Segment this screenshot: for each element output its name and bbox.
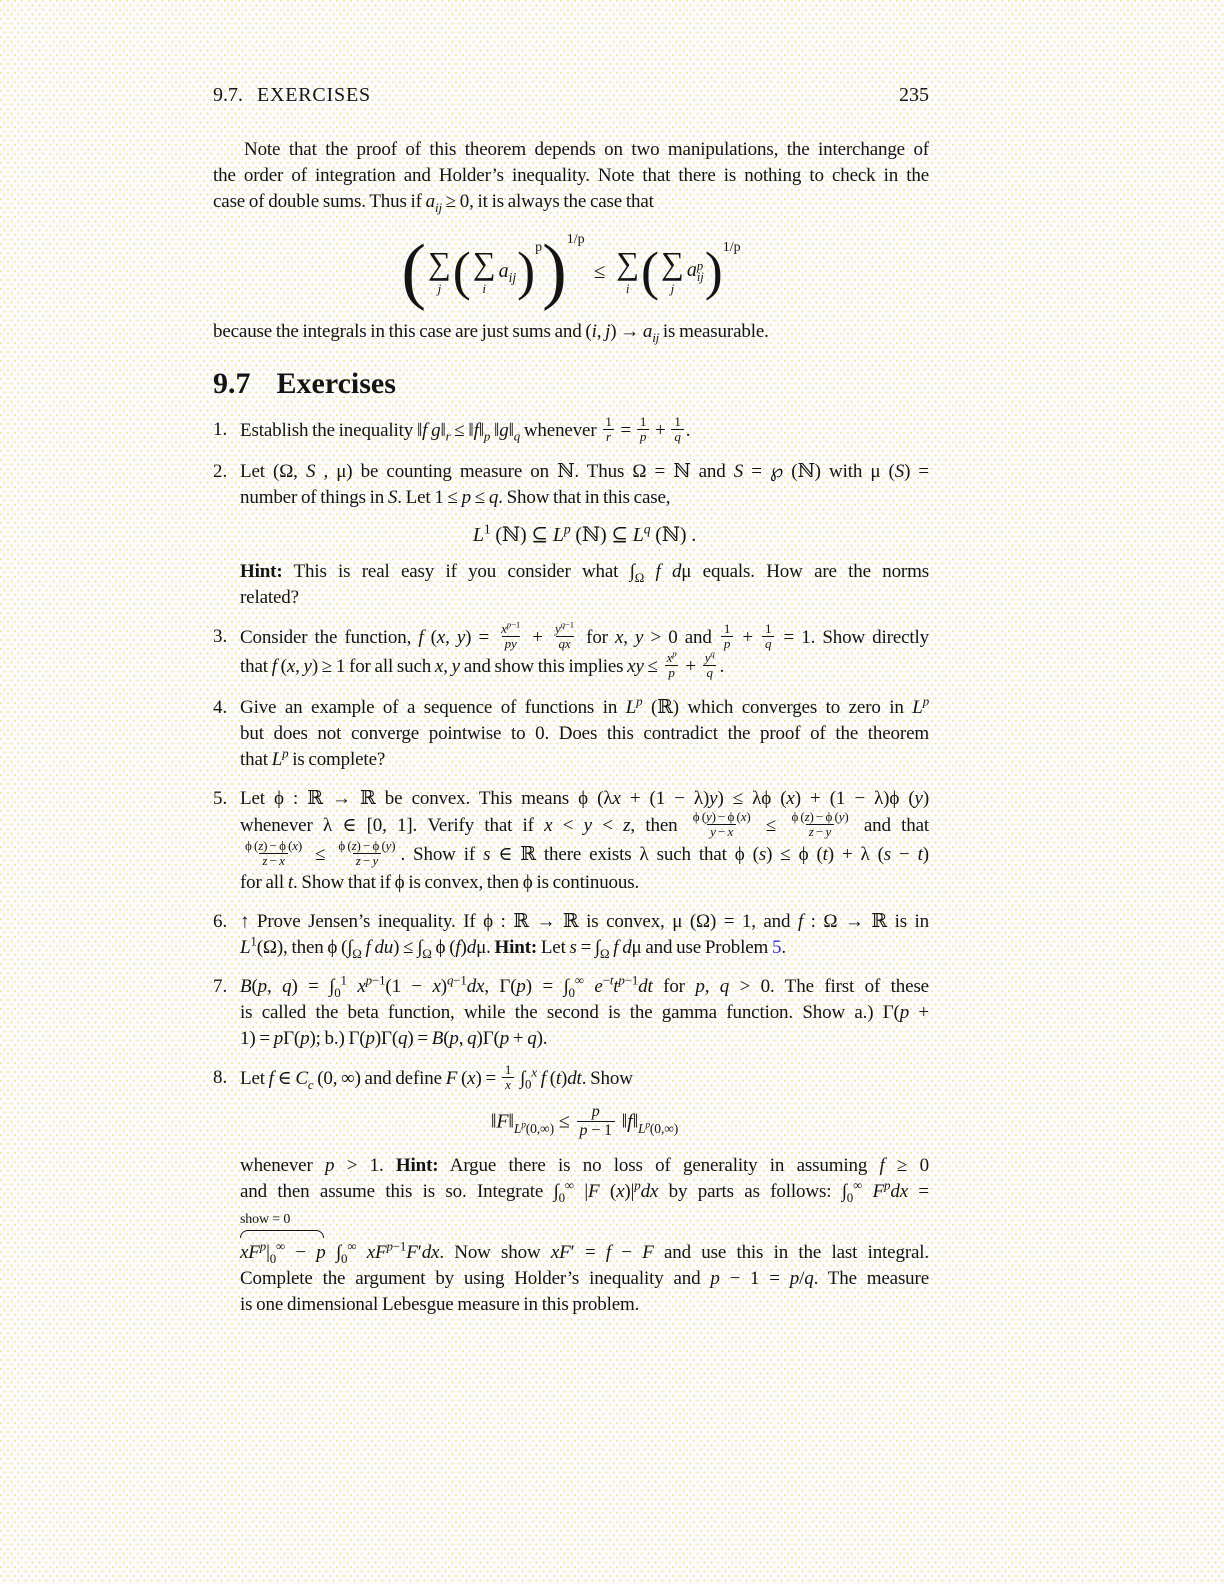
eq-paren: ) [542,229,567,312]
eq-exponent: 1/p [566,232,585,247]
exercise-line: for all t. Show that if ϕ is convex, then ϕ is continuous. [240,872,640,894]
exercise-6 [213,909,929,961]
exercise-line: Let (Ω, S , μ) be counting measure on ℕ. Thus Ω = ℕ and S = ℘ (ℕ) with μ (S) = [240,461,930,483]
exercise-2 [213,459,929,611]
overbrace-annotation [240,1213,929,1238]
exercise-body [240,695,929,773]
display-equation-inclusions: $L^1$ (ℕ) ⊆ $L^p$ (ℕ) ⊆ $L^q$ (ℕ) . [472,521,697,547]
exercise-body [240,786,929,896]
exercise-body [240,1062,930,1318]
hint-line: whenever p > 1. Hint: Argue there is no loss of generality in assuming f ≥ 0 [240,1154,930,1176]
exercise-line: number of things in S. Let 1 ≤ p ≤ q. Show that in this case, [240,487,671,509]
intro-line: the order of integration and Holder’s inequality. Note that there is nothing to check in the [213,165,929,186]
display-equation-hardy: $‖F‖_{L^p(0,\infty)}$ ≤ $\frac{p}{p - 1}$ $‖f‖_{L^p(0,\infty)}$ [490,1103,679,1139]
exercise-7 [213,974,929,1052]
section-heading-number: 9.7 [213,367,251,400]
sum-operator: ∑ i [616,245,640,296]
exercise-line: whenever λ ∈ [0, 1]. Verify that if x < y < z, then $\frac{\phi (y) - \phi (x)}{y - x}$ ≤ $\frac{\phi (z) - \phi (y)}{z - y}$ and that [240,809,930,840]
exercise-line-text: $L^1(\Omega)$, then ϕ ($\int_\Omega$ f $du) \le \int_\Omega$ ϕ (f)dμ. Hint: Let $s = \int_\Omega$ f dμ and use Problem [240,933,772,962]
section-number: 9.7. [213,84,243,106]
exercise-body [240,974,929,1052]
exercise-line: ↑ Prove Jensen’s inequality. If ϕ : ℝ → ℝ is convex, μ (Ω) = 1, and f : Ω → ℝ is in [240,911,930,933]
exercise-line: is called the beta function, while the second is the gamma function. Show a.) Γ(p + [240,1002,929,1024]
section-title: EXERCISES [257,84,371,106]
exercise-line: Consider the function, f (x, y) = $\frac{x^{p-1}}{py}$ + $\frac{y^{q-1}}{qx}$ for x, y > 0 and $\frac{1}{p}$ + $\frac{1}{q}$ = 1. Show directly [240,619,930,652]
document-page [213,0,929,1318]
page-content [213,137,929,1318]
exercise-number: 4. [213,697,228,719]
exercise-line: is one dimensional Lebesgue measure in this problem. [240,1293,640,1315]
page-number: 235 [899,84,929,106]
sum-operator: ∑ i [472,245,496,296]
running-header [213,84,929,107]
exercise-1 [213,414,929,446]
exercise-line: Complete the argument by using Holder’s inequality and p − 1 = p/q. The measure [240,1267,929,1289]
eq-paren: ( [641,240,660,301]
sum-operator: ∑ j [661,245,684,296]
exercise-line: B(p, $q) = \int_0^1$ $x^{p-1}(1 - x)^{q-1}dx$, $\Gamma(p) = \int_0^\infty$ $e^{-t}t^{p-1}dt$ for p, q > 0. The first of these [240,972,929,1001]
exercise-number: 3. [213,626,228,648]
exercise-line: but does not converge pointwise to 0. Does this contradict the proof of the theorem [240,723,929,745]
eq-exponent: p [535,240,543,255]
exercise-line: Give an example of a sequence of functions in $L^p$ (ℝ) which converges to zero in $L^p$ [240,693,930,719]
hint-paragraph [240,559,929,611]
exercise-line: $xF^p|_0^\infty - p$ $\int_0^\infty$ $xF^{p-1}F'dx$. Now show xF′ = f − F and use this in the last integral. [240,1238,930,1266]
exercise-number: 8. [213,1067,228,1089]
hint-line: and then assume this is so. Integrate $\int_0^\infty$ |F $(x)|^pdx$ by parts as follows: $\int_0^\infty$ $F^pdx$ = [240,1177,929,1205]
exercise-line: Let f ∈ $C_c$ (0, ∞) and define F (x) = $\frac{1}{x}$ $\int_0^x$ f (t)dt. Show [240,1062,633,1093]
paragraph-line: because the integrals in this case are just sums and (i, $j) \to a_{ij}$ is measurable. [213,321,769,345]
exercise-line: $\frac{\phi (z) - \phi (x)}{z - x}$ ≤ $\frac{\phi (z) - \phi (y)}{z - y}$ . Show if s ∈ ℝ there exists λ such that ϕ (s) ≤ ϕ (t) + λ (s − t) [245,838,929,869]
eq-paren: ) [704,240,723,301]
hint-line: Hint: This is real easy if you consider what $\int_\Omega$ f dμ equals. How are the norms [240,561,929,585]
eq-relation: ≤ [593,258,606,283]
exercise-number: 6. [213,911,228,933]
problem-5-link[interactable]: 5 [771,937,782,959]
exercise-number: 7. [213,976,228,998]
exercise-body [240,459,929,611]
eq-exponent: 1/p [722,240,741,255]
exercise-8 [213,1062,930,1318]
hint-line: related? [240,587,299,609]
exercise-number: 2. [213,461,228,483]
eq-paren: ( [401,229,426,312]
exercise-line: 1) = pΓ(p); b.) Γ(p)Γ(q) = B(p, q)Γ(p + q). [240,1028,548,1050]
exercise-line-text: . [781,937,786,959]
overbrace [240,1230,324,1238]
exercise-line: that f (x, y) ≥ 1 for all such x, y and show this implies xy ≤ $\frac{x^p}{p}$ + $\frac{y^q}{q}$ . [240,648,725,681]
exercise-body [240,414,929,446]
exercise-number: 5. [213,788,228,810]
eq-paren: ( [452,240,471,301]
exercise-body [240,909,929,961]
exercise-body [240,619,930,682]
eq-term: $a_{ij}$ [498,259,517,285]
hint-paragraph [240,1153,929,1205]
exercise-line: Let ϕ : ℝ → ℝ be convex. This means ϕ (λx + (1 − λ)y) ≤ λϕ (x) + (1 − λ)ϕ (y) [240,788,929,810]
exercise-5 [213,786,929,896]
exercise-number: 1. [213,419,228,440]
section-heading [213,367,929,401]
intro-line: case of double sums. Thus if $a_{ij} \ge 0$, it is always the case that [213,191,654,215]
exercise-line [240,935,929,961]
exercise-line: Establish the inequality ‖f $g‖_r$ ≤ $‖f‖_p$ $‖g‖_q$ whenever $\frac{1}{r}$ = $\frac{1}{p}$ + $\frac{1}{q}$ . [240,414,691,445]
eq-term: a p ij [686,258,704,284]
eq-paren: ) [517,240,536,301]
exercise-line: that $L^p$ is complete? [240,745,386,771]
intro-line: Note that the proof of this theorem depends on two manipulations, the interchange of [244,139,929,160]
overbrace-label: show = 0 [240,1211,291,1227]
display-equation-main [213,231,929,311]
exercise-3 [213,619,930,682]
section-heading-title: Exercises [276,367,396,400]
sum-operator: ∑ j [427,245,451,296]
running-header-title [213,84,371,107]
exercise-4 [213,695,929,773]
